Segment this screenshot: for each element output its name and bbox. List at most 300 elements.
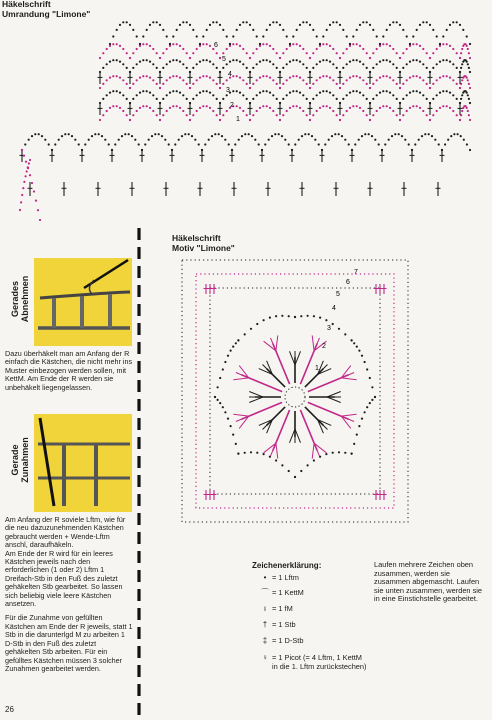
chain-stitch (372, 29, 374, 31)
chain-stitch (224, 361, 226, 363)
chain-stitch (68, 133, 70, 135)
chain-stitch (404, 139, 406, 141)
chain-stitch (199, 92, 201, 94)
chain-stitch (199, 45, 201, 47)
chain-stitch (196, 94, 198, 96)
chain-stitch (156, 83, 158, 85)
chain-stitch (342, 114, 344, 116)
motif-chart-title (172, 234, 235, 253)
chain-stitch (326, 29, 328, 31)
chain-stitch (450, 135, 452, 137)
chain-stitch (422, 110, 424, 112)
motif-row-mark: 7 (354, 269, 358, 276)
chain-stitch (99, 119, 101, 121)
chain-stitch (396, 52, 398, 54)
chain-stitch (389, 45, 391, 47)
chain-stitch (399, 57, 401, 59)
chain-stitch (339, 57, 341, 59)
chain-stitch (252, 98, 254, 100)
chain-stitch (282, 83, 284, 85)
chain-stitch (369, 87, 371, 89)
chain-stitch (467, 48, 469, 50)
chain-stitch (176, 90, 178, 92)
chain-stitch (196, 79, 198, 81)
chain-stitch (302, 63, 304, 65)
chain-stitch (262, 105, 264, 107)
chain-stitch (119, 107, 121, 109)
chain-stitch (222, 83, 224, 85)
chain-stitch (299, 61, 301, 63)
chain-stitch (406, 48, 408, 50)
chain-stitch (461, 63, 463, 65)
chain-stitch (176, 75, 178, 77)
chain-stitch (182, 110, 184, 112)
chain-stitch (282, 67, 284, 69)
chain-stitch (389, 24, 391, 26)
chain-stitch (300, 315, 302, 317)
chain-stitch (366, 98, 368, 100)
chain-stitch (402, 29, 404, 31)
chain-stitch (129, 24, 131, 26)
chain-stitch (469, 87, 471, 89)
chain-stitch (358, 425, 360, 427)
chain-stitch (176, 105, 178, 107)
chain-stitch (142, 90, 144, 92)
chain-stitch (342, 52, 344, 54)
chain-stitch (382, 43, 384, 45)
chain-stitch (426, 67, 428, 69)
increase-drawing (34, 414, 132, 512)
chain-stitch (266, 75, 268, 77)
chain-stitch (217, 386, 219, 388)
chain-stitch (399, 119, 401, 121)
chain-stitch (326, 59, 328, 61)
chain-stitch (179, 77, 181, 79)
legend-item-text: = 1 Lftm (272, 573, 299, 582)
chain-stitch (112, 35, 114, 37)
chain-stitch (272, 21, 274, 23)
chain-stitch (292, 105, 294, 107)
chain-stitch (418, 139, 420, 141)
legend-title: Zeichenerklärung: (252, 561, 322, 570)
chain-stitch (162, 98, 164, 100)
chain-stitch (217, 399, 219, 401)
chain-stitch (299, 92, 301, 94)
chain-stitch (446, 105, 448, 107)
chain-stitch (436, 79, 438, 81)
chain-stitch (109, 77, 111, 79)
chain-stitch (275, 315, 277, 317)
chain-stitch (322, 59, 324, 61)
chain-stitch (134, 139, 136, 141)
chain-stitch (237, 453, 239, 455)
chain-stitch (126, 98, 128, 100)
chain-stitch (429, 57, 431, 59)
chain-stitch (372, 83, 374, 85)
chain-stitch (329, 45, 331, 47)
chain-stitch (329, 92, 331, 94)
chain-stitch (328, 139, 330, 141)
chain-stitch (319, 92, 321, 94)
chain-stitch (304, 133, 306, 135)
chain-stitch (169, 77, 171, 79)
decrease-illustration (8, 258, 132, 346)
chain-stitch (256, 35, 258, 37)
chain-stitch (212, 63, 214, 65)
decrease-label-line1: Gerades (10, 280, 20, 318)
chain-stitch (424, 133, 426, 135)
chain-stitch (351, 339, 353, 341)
chain-stitch (132, 83, 134, 85)
chain-stitch (319, 45, 321, 47)
chain-stitch (389, 61, 391, 63)
chain-stitch (142, 35, 144, 37)
decrease-instructions: Dazu überhäkelt man am Anfang der R einfach die Kästchen, die nicht mehr ins Muster einbezogen werden sollen, mit KettM. Am Ende der R werden sie unbehäkelt liegengelassen. (5, 349, 133, 392)
chain-stitch (461, 48, 463, 50)
chain-stitch (199, 77, 201, 79)
chain-stitch (366, 21, 368, 23)
increase-text-1: Am Anfang der R soviele Lftm, wie für die neu dazuzunehmenden Kästchen gebraucht werden + Wende-Lftm anschl, daraufhäkeln. (5, 515, 126, 550)
motif-fan-stitch (249, 392, 263, 398)
chain-stitch (396, 21, 398, 23)
chain-stitch (356, 75, 358, 77)
chain-stitch (232, 35, 234, 37)
chain-stitch (232, 346, 234, 348)
chain-stitch (149, 107, 151, 109)
chain-stitch (353, 342, 355, 344)
chain-stitch (122, 94, 124, 96)
chain-stitch (292, 35, 294, 37)
chain-stitch (252, 67, 254, 69)
chain-stitch (399, 24, 401, 26)
motif-fan-stitch (341, 378, 356, 380)
chain-stitch (44, 139, 46, 141)
chain-stitch (286, 48, 288, 50)
chain-stitch (244, 133, 246, 135)
chain-stitch (286, 79, 288, 81)
chain-stitch (352, 75, 354, 77)
chain-stitch (326, 90, 328, 92)
chain-stitch (259, 92, 261, 94)
chain-stitch (444, 143, 446, 145)
chain-stitch (192, 52, 194, 54)
chain-stitch (442, 35, 444, 37)
chain-stitch (216, 98, 218, 100)
chain-stitch (386, 29, 388, 31)
motif-chart-graphics (182, 260, 408, 522)
chain-stitch (224, 411, 226, 413)
chain-stitch (359, 24, 361, 26)
chain-stitch (206, 43, 208, 45)
chain-stitch (419, 24, 421, 26)
chain-stitch (372, 114, 374, 116)
chain-stitch (84, 143, 86, 145)
chain-stitch (149, 92, 151, 94)
chain-stitch (119, 92, 121, 94)
chain-stitch (294, 143, 296, 145)
chain-stitch (264, 143, 266, 145)
legend-item (258, 637, 303, 646)
chain-stitch (353, 443, 355, 445)
chain-stitch (459, 57, 461, 59)
chain-stitch (152, 48, 154, 50)
chain-stitch (338, 328, 340, 330)
chain-stitch (456, 52, 458, 54)
chain-stitch (192, 67, 194, 69)
chain-stitch (382, 75, 384, 77)
chain-stitch (319, 107, 321, 109)
chain-stitch (453, 133, 455, 135)
chain-stitch (239, 77, 241, 79)
chain-stitch (122, 63, 124, 65)
chain-stitch (396, 83, 398, 85)
chain-stitch (379, 92, 381, 94)
chain-stitch (71, 135, 73, 137)
chain-stitch (419, 92, 421, 94)
chain-stitch (456, 98, 458, 100)
chain-stitch (146, 75, 148, 77)
chain-stitch (242, 63, 244, 65)
chain-stitch (416, 43, 418, 45)
chain-stitch (392, 79, 394, 81)
chain-stitch (389, 77, 391, 79)
chain-stitch (296, 90, 298, 92)
chain-stitch (349, 92, 351, 94)
chain-stitch (166, 110, 168, 112)
chain-stitch (146, 43, 148, 45)
chain-stitch (366, 114, 368, 116)
motif-title-line1: Häkelschrift (172, 233, 221, 243)
chain-stitch (426, 114, 428, 116)
motif-fan-stitch (290, 351, 296, 365)
chain-stitch (379, 43, 381, 45)
chain-stitch (156, 52, 158, 54)
chain-stitch (244, 333, 246, 335)
chain-stitch (426, 21, 428, 23)
chain-stitch (362, 94, 364, 96)
chain-stitch (408, 143, 410, 145)
chain-stitch (306, 98, 308, 100)
motif-fan-stitch (263, 420, 273, 430)
chain-stitch (331, 135, 333, 137)
chain-stitch (469, 71, 471, 73)
chain-stitch (199, 61, 201, 63)
chain-stitch (248, 133, 250, 135)
chain-stitch (392, 110, 394, 112)
chain-stitch (256, 94, 258, 96)
chain-stitch (432, 114, 434, 116)
chain-stitch (202, 105, 204, 107)
chain-stitch (102, 114, 104, 116)
chain-stitch (239, 45, 241, 47)
legend-item-text: = 1 fM (272, 604, 293, 613)
chain-stitch (366, 67, 368, 69)
chain-stitch (359, 107, 361, 109)
chain-stitch (232, 43, 234, 45)
chain-stitch (282, 98, 284, 100)
chain-stitch (356, 346, 358, 348)
motif-fan-stitch (276, 443, 278, 458)
chain-stitch (24, 143, 26, 145)
chain-stitch (169, 92, 171, 94)
chain-stitch (189, 57, 191, 59)
chain-stitch (362, 79, 364, 81)
chain-stitch (202, 59, 204, 61)
chain-stitch (119, 45, 121, 47)
chain-stitch (244, 452, 246, 454)
dot-icon: • (263, 573, 267, 582)
chain-stitch (302, 21, 304, 23)
chain-stitch (436, 94, 438, 96)
chain-stitch (252, 52, 254, 54)
chain-stitch (142, 105, 144, 107)
chain-stitch (326, 43, 328, 45)
chain-stitch (326, 105, 328, 107)
chain-stitch (309, 57, 311, 59)
chain-stitch (459, 87, 461, 89)
chain-stitch (112, 75, 114, 77)
chain-stitch (409, 45, 411, 47)
chain-stitch (139, 43, 141, 45)
chain-stitch (25, 161, 27, 163)
chain-stitch (98, 133, 100, 135)
chain-stitch (319, 317, 321, 319)
chain-stitch (336, 83, 338, 85)
chain-stitch (352, 90, 354, 92)
chain-stitch (362, 63, 364, 65)
chain-stitch (139, 107, 141, 109)
chain-stitch (209, 45, 211, 47)
chain-stitch (132, 52, 134, 54)
chain-stitch (249, 57, 251, 59)
chain-stitch (460, 67, 462, 69)
chain-stitch (319, 61, 321, 63)
motif-fan-stitch (233, 378, 248, 380)
chain-stitch (219, 87, 221, 89)
page-number: 26 (5, 705, 14, 714)
arc-icon: ⌒ (261, 588, 269, 597)
chain-stitch (361, 355, 363, 357)
chain-stitch (212, 79, 214, 81)
chain-stitch (109, 107, 111, 109)
chain-stitch (416, 75, 418, 77)
chain-stitch (102, 67, 104, 69)
chain-stitch (399, 87, 401, 89)
chain-stitch (431, 135, 433, 137)
chain-stitch (299, 77, 301, 79)
chain-stitch (216, 21, 218, 23)
chain-stitch (246, 52, 248, 54)
chain-stitch (162, 29, 164, 31)
chain-stitch (422, 63, 424, 65)
chain-stitch (269, 317, 271, 319)
chain-stitch (296, 105, 298, 107)
motif-fan-stitch (276, 335, 278, 350)
chain-stitch (294, 316, 296, 318)
chain-stitch (274, 133, 276, 135)
chain-stitch (372, 98, 374, 100)
chain-stitch (288, 315, 290, 317)
chain-stitch (326, 75, 328, 77)
chain-stitch (412, 35, 414, 37)
motif-fan-stitch (318, 365, 328, 375)
chain-stitch (126, 52, 128, 54)
chain-stitch (262, 35, 264, 37)
chain-stitch (156, 98, 158, 100)
chain-stitch (325, 453, 327, 455)
chain-stitch (329, 24, 331, 26)
chain-stitch (428, 133, 430, 135)
chain-stitch (358, 139, 360, 141)
chain-stitch (212, 94, 214, 96)
chain-stitch (179, 24, 181, 26)
chain-stitch (446, 75, 448, 77)
chain-stitch (362, 21, 364, 23)
chain-stitch (379, 45, 381, 47)
chain-stitch (106, 79, 108, 81)
chain-stitch (269, 61, 271, 63)
motif-row-mark: 3 (327, 325, 331, 332)
chain-stitch (449, 24, 451, 26)
increase-illustration (8, 414, 132, 512)
chain-stitch (226, 94, 228, 96)
chain-stitch (329, 61, 331, 63)
increase-label-line2: Zunahmen (20, 437, 30, 483)
chain-stitch (139, 61, 141, 63)
chain-stitch (346, 94, 348, 96)
chain-stitch (382, 90, 384, 92)
chain-stitch (226, 35, 228, 37)
chain-stitch (156, 114, 158, 116)
chain-stitch (196, 63, 198, 65)
decrease-drawing (34, 258, 132, 346)
chain-stitch (386, 90, 388, 92)
chain-stitch (469, 149, 471, 151)
chain-stitch (279, 119, 281, 121)
chain-stitch (308, 133, 310, 135)
chain-stitch (246, 114, 248, 116)
motif-title-line2: Motiv "Limone" (172, 242, 235, 253)
bar-icon: ı (263, 604, 267, 613)
chain-stitch (172, 43, 174, 45)
chain-stitch (467, 94, 469, 96)
chain-stitch (449, 77, 451, 79)
chain-stitch (216, 83, 218, 85)
chain-stitch (168, 143, 170, 145)
chain-stitch (246, 83, 248, 85)
chain-stitch (176, 43, 178, 45)
chain-stitch (382, 59, 384, 61)
chain-stitch (196, 48, 198, 50)
chain-stitch (276, 21, 278, 23)
chain-stitch (91, 135, 93, 137)
chain-stitch (316, 79, 318, 81)
chain-stitch (88, 139, 90, 141)
chain-stitch (382, 35, 384, 37)
chain-stitch (258, 143, 260, 145)
legend-item (258, 605, 293, 614)
chain-stitch (256, 323, 258, 325)
chain-stitch (468, 83, 470, 85)
motif-pink-border (196, 274, 394, 508)
chain-stitch (336, 98, 338, 100)
chain-stitch (222, 52, 224, 54)
chain-stitch (99, 57, 101, 59)
legend-item-text: = 1 Picot (= 4 Lftm, 1 KettM in die 1. Lftm zurückstechen) (272, 653, 367, 671)
chain-stitch (222, 406, 224, 408)
chain-stitch (361, 418, 363, 420)
chain-stitch (269, 92, 271, 94)
